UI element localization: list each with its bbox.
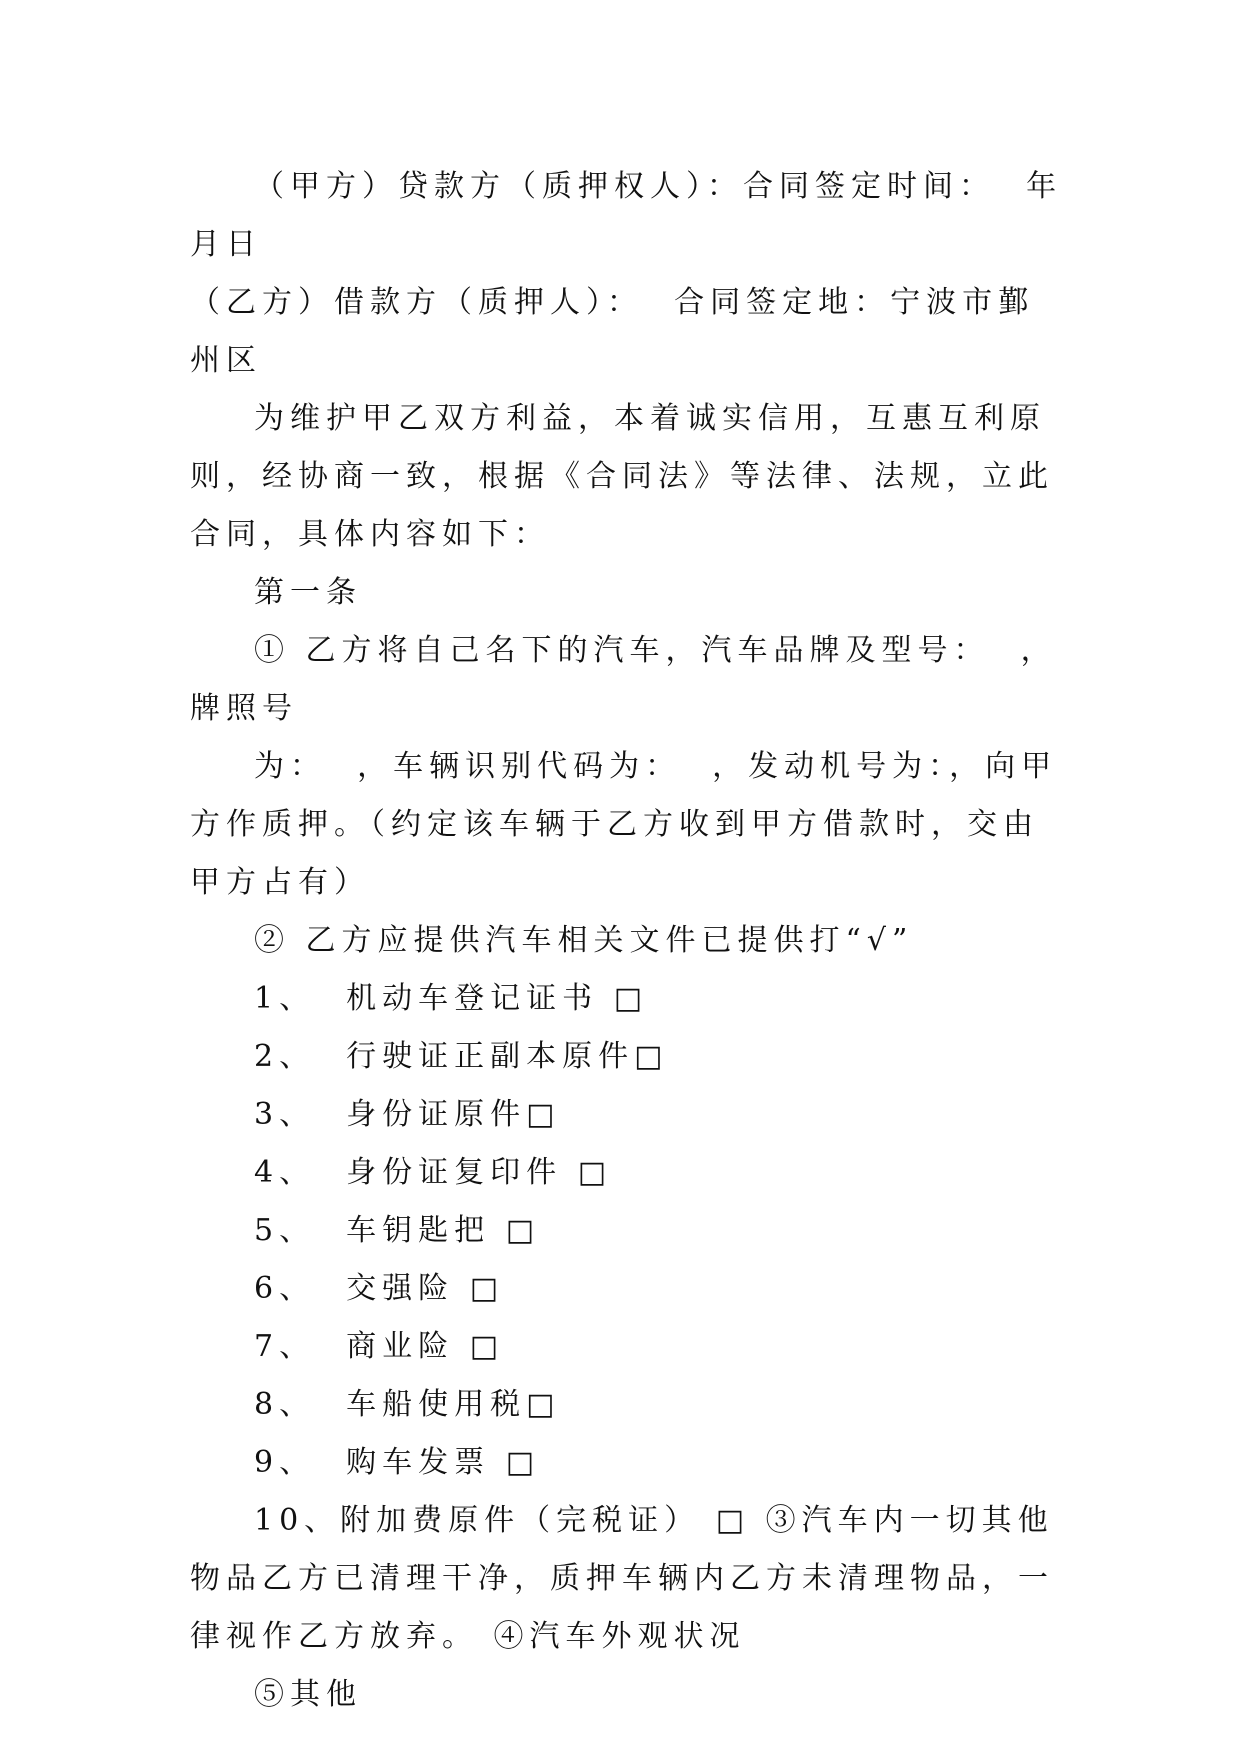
clause-1-paragraph: ① 乙方将自己名下的汽车，汽车品牌及型号： ，牌照号 [190, 633, 1057, 726]
checklist-item: 4、 身份证复印件 □ [254, 1155, 613, 1190]
article-heading: 第一条 [254, 575, 362, 610]
clause-1-continued: 为： ，车辆识别代码为： ，发动机号为：，向甲方作质押。（约定该车辆于乙方收到甲方借款时，交由甲方占有） [190, 749, 1058, 900]
checklist-item: 1、 机动车登记证书 □ [254, 981, 649, 1016]
clause-2-paragraph: ② 乙方应提供汽车相关文件已提供打“√” [254, 923, 914, 958]
checklist-item: 2、 行驶证正副本原件□ [254, 1039, 669, 1074]
checklist-item: 6、 交强险 □ [254, 1271, 505, 1306]
preamble-paragraph: 为维护甲乙双方利益，本着诚实信用，互惠互利原则，经协商一致，根据《合同法》等法律、法规，立此合同，具体内容如下： [190, 401, 1054, 552]
checklist-item: 8、 车船使用税□ [254, 1387, 561, 1422]
checklist-item: 7、 商业险 □ [254, 1329, 505, 1364]
checklist-item: 3、 身份证原件□ [254, 1097, 561, 1132]
party-b-line: （乙方）借款方（质押人）： 合同签定地：宁波市鄞州区 [190, 285, 1035, 378]
party-a-line: （甲方）贷款方（质押权人）：合同签定时间： 年月日 [190, 169, 1063, 262]
other-clause: ⑤其他 [254, 1677, 362, 1712]
checklist-item: 9、 购车发票 □ [254, 1445, 541, 1480]
closing-paragraph: 10、附加费原件（完税证） □ ③汽车内一切其他物品乙方已清理干净，质押车辆内乙方未清理物品，一律视作乙方放弃。 ④汽车外观状况 [190, 1503, 1054, 1654]
checklist-item: 5、 车钥匙把 □ [254, 1213, 541, 1248]
contract-text [190, 158, 1070, 1724]
